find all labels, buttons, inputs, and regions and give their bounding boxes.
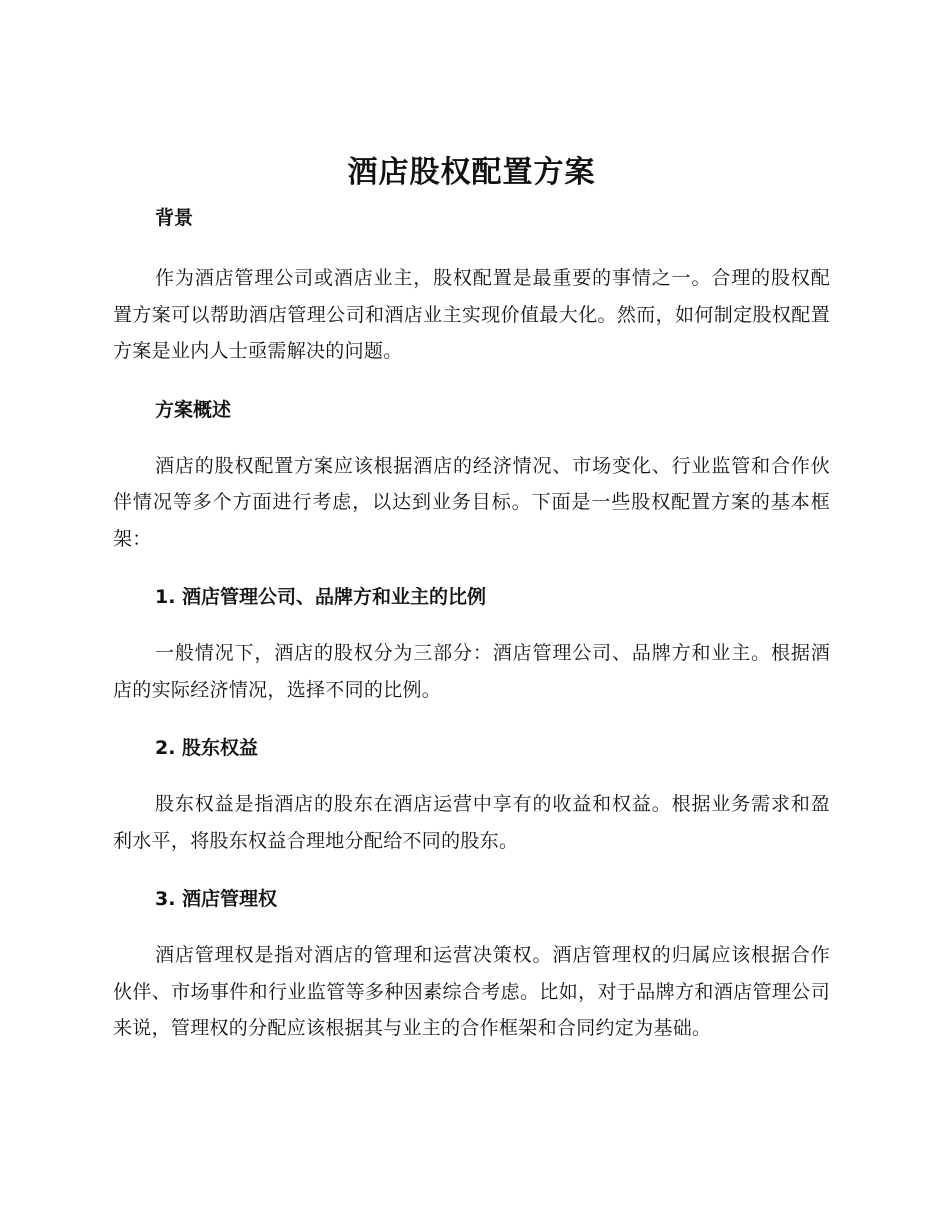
section-body-ownership-ratio: 一般情况下，酒店的股权分为三部分：酒店管理公司、品牌方和业主。根据酒店的实际经济情况，选择不同的比例。	[113, 642, 830, 701]
section-body-management-rights: 酒店管理权是指对酒店的管理和运营决策权。酒店管理权的归属应该根据合作伙伴、市场事件和行业监管等多种因素综合考虑。比如，对于品牌方和酒店管理公司来说，管理权的分配应该根据其与业主的合作框架和合同约定为基础。	[113, 944, 830, 1039]
section-heading-overview: 方案概述	[155, 398, 232, 421]
section-body-shareholder-equity: 股东权益是指酒店的股东在酒店运营中享有的收益和权益。根据业务需求和盈利水平，将股东权益合理地分配给不同的股东。	[113, 793, 830, 852]
section-heading-ownership-ratio: 1. 酒店管理公司、品牌方和业主的比例	[155, 586, 487, 608]
section-heading-background: 背景	[155, 207, 194, 229]
section-heading-shareholder-equity: 2. 股东权益	[155, 737, 259, 759]
section-heading-management-rights: 3. 酒店管理权	[155, 888, 278, 910]
document-title: 酒店股权配置方案	[347, 155, 596, 190]
section-body-overview: 酒店的股权配置方案应该根据酒店的经济情况、市场变化、行业监管和合作伙伴情况等多个方面进行考虑，以达到业务目标。下面是一些股权配置方案的基本框架：	[113, 454, 830, 550]
section-body-background: 作为酒店管理公司或酒店业主，股权配置是最重要的事情之一。合理的股权配置方案可以帮助酒店管理公司和酒店业主实现价值最大化。然而，如何制定股权配置方案是业内人士亟需解决的问题。	[113, 267, 830, 362]
document-page	[113, 150, 830, 1047]
